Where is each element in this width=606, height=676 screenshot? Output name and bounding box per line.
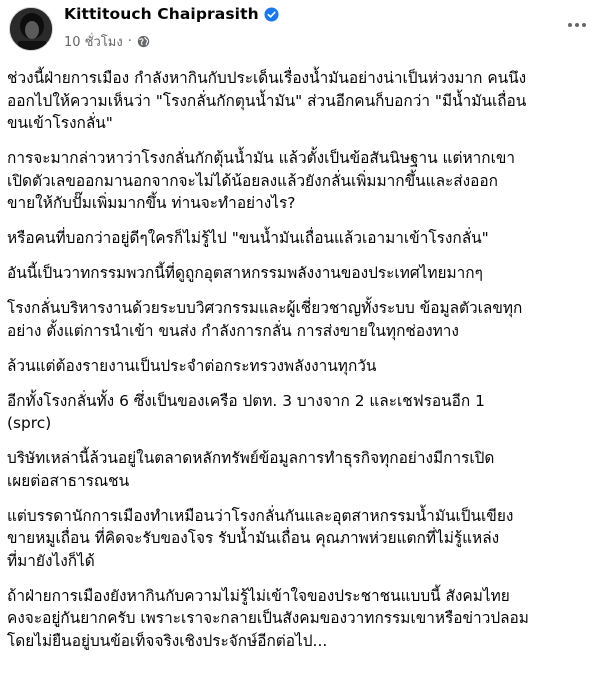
post-body (7, 67, 599, 665)
more-options-icon[interactable] (562, 14, 592, 36)
meta-separator: · (127, 34, 132, 49)
post-paragraph (7, 355, 599, 378)
post-text-line: เปิดตัวเลขออกมานอกจากจะไม่ได้น้อยลงแล้วยังกลั่นเพิ่มมากขึ้นและส่งออก (7, 171, 498, 190)
post-paragraph (7, 447, 599, 492)
post-text-line: ล้วนแต่ต้องรายงานเป็นประจำต่อกระทรวงพลังงานทุกวัน (7, 356, 377, 375)
post-text-line: ที่มายังไงก็ได้ (7, 551, 95, 570)
post-text-line: โรงกลั่นบริหารงานด้วยระบบวิศวกรรมและผู้เชี่ยวชาญทั้งระบบ ข้อมูลตัวเลขทุก (7, 299, 523, 317)
post-text-line: ขายหมูเถื่อน ที่คิดจะรับของโจร รับน้ำมันเถื่อน คุณภาพห่วยแตกที่ไม่รู้แหล่ง (7, 529, 500, 547)
post-text-line: ออกไปให้ความเห็นว่า "โรงกลั่นกักตุนน้ำมัน" ส่วนอีกคนก็บอกว่า "มีน้ำมันเถื่อน (7, 91, 527, 110)
post-header (0, 0, 606, 64)
post-paragraph (7, 390, 599, 435)
post-text-line: บริษัทเหล่านี้ล้วนอยู่ในตลาดหลักทรัพย์ข้อมูลการทำธุรกิจทุกอย่างมีการเปิด (7, 449, 495, 467)
avatar[interactable] (9, 7, 53, 51)
post-paragraph (7, 147, 599, 215)
post-paragraph (7, 585, 599, 653)
globe-icon[interactable] (137, 35, 150, 48)
post-text-line: ขายให้กับปั๊มเพิ่มมากขึ้น ท่านจะทำอย่างไร? (7, 194, 296, 212)
post-paragraph (7, 297, 599, 342)
post-paragraph (7, 227, 599, 250)
avatar-photo (10, 8, 53, 51)
verified-badge-icon (264, 7, 279, 22)
post-text-line: ช่วงนี้ฝ่ายการเมือง กำลังหากินกับประเด็นเรื่องน้ำมันอย่างน่าเป็นห่วงมาก คนนึง (7, 69, 527, 87)
post-text-line: ขนเข้าโรงกลั่น" (7, 114, 113, 132)
post-timestamp[interactable]: 10 ชั่วโมง (64, 35, 123, 50)
post-text-line: โดยไม่ยืนอยู่บนข้อเท็จจริงเชิงประจักษ์อีกต่อไป... (7, 631, 328, 650)
post-text-line: (sprc) (7, 414, 52, 432)
post-text-line: อันนี้เป็นวาทกรรมพวกนี้ที่ดูถูกอุตสาหกรรมพลังงานของประเทศไทยมากๆ (7, 264, 483, 282)
post-text-line: คงจะอยู่กันยากครับ เพราะเราจะกลายเป็นสังคมของวาทกรรมเขาหรือข่าวปลอม (7, 609, 529, 627)
post-text-line: อีกทั้งโรงกลั่นทั้ง 6 ซึ่งเป็นของเครือ ปตท. 3 บางจาก 2 และเชฟรอนอีก 1 (7, 391, 485, 410)
post-paragraph (7, 67, 599, 135)
author-name[interactable]: Kittitouch Chaiprasith (64, 5, 259, 23)
post-text-line: แต่บรรดานักการเมืองทำเหมือนว่าโรงกลั่นกันและอุตสาหกรรมน้ำมันเป็นเขียง (7, 506, 514, 525)
post-text-line: ถ้าฝ่ายการเมืองยังหากินกับความไม่รู้ไม่เข้าใจของประชาชนแบบนี้ สังคมไทย (7, 586, 510, 605)
post-text-line: การจะมากล่าวหาว่าโรงกลั่นกักตุ้นน้ำมัน แล้วตั้งเป็นข้อสันนิษฐาน แต่หากเขา (7, 149, 515, 167)
post-paragraph (7, 262, 599, 285)
post-text-line: เผยต่อสาธารณชน (7, 471, 130, 490)
post-text-line: อย่าง ตั้งแต่การนำเข้า ขนส่ง กำลังการกลั่น การส่งขายในทุกช่องทาง (7, 321, 459, 340)
post-text-line: หรือคนที่บอกว่าอยู่ดีๆใครก็ไม่รู้ไป "ขนน้ำมันเถื่อนแล้วเอามาเข้าโรงกลั่น" (7, 229, 489, 247)
post-paragraph (7, 505, 599, 573)
